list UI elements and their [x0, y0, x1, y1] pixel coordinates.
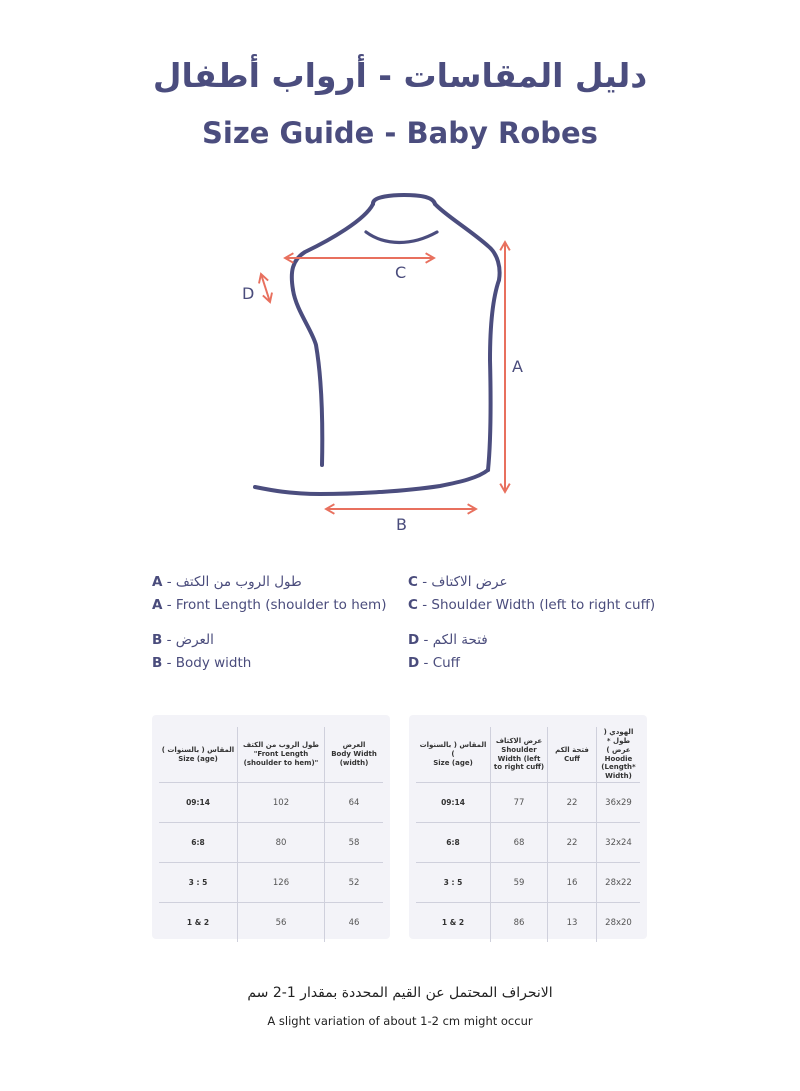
cell-hoodie: 28x20 [597, 903, 641, 943]
cell-front-length: 80 [238, 823, 325, 863]
cell-cuff: 22 [548, 783, 597, 823]
cell-size: 3 : 5 [159, 863, 238, 903]
header-cuff: فتحة الكم Cuff [548, 727, 597, 783]
cell-body-width: 46 [325, 903, 384, 943]
label-d: D [242, 284, 255, 303]
cell-body-width: 58 [325, 823, 384, 863]
footer-note-arabic: الانحراف المحتمل عن القيم المحددة بمقدار 1-2 سم [247, 985, 553, 1001]
cell-size: 6:8 [416, 823, 491, 863]
table-row [416, 903, 640, 943]
table-row [416, 863, 640, 903]
header-body-width: العرض Body Width (width) [325, 727, 384, 783]
header-size: المقاس ( بالسنوات ) Size (age) [161, 745, 235, 763]
label-b: B [396, 515, 407, 534]
legend-c-arabic: C - عرض الاكتاف [408, 574, 508, 590]
footer-note-english: A slight variation of about 1-2 cm might occur [267, 1014, 533, 1028]
cell-shoulder-width: 77 [491, 783, 548, 823]
header-size: المقاس ( بالسنوات ) Size (age) [419, 741, 487, 767]
header-front-length: طول الروب من الكتف "Front Length (shoulder to hem)" [238, 727, 325, 783]
cell-shoulder-width: 68 [491, 823, 548, 863]
cell-size: 1 & 2 [416, 903, 491, 943]
cell-shoulder-width: 86 [491, 903, 548, 943]
cell-hoodie: 32x24 [597, 823, 641, 863]
cell-size: 3 : 5 [416, 863, 491, 903]
legend-a-english: A - Front Length (shoulder to hem) [152, 597, 387, 613]
arrow-d [261, 274, 270, 302]
label-a: A [512, 357, 523, 376]
cell-cuff: 22 [548, 823, 597, 863]
cell-front-length: 56 [238, 903, 325, 943]
cell-size: 1 & 2 [159, 903, 238, 943]
page-title-arabic: دليل المقاسات - أرواب أطفال [152, 56, 648, 95]
header-hoodie: الهودي ( طول * عرض ) Hoodie (Length* Width) [597, 727, 641, 783]
cell-size: 09:14 [159, 783, 238, 823]
legend-b-arabic: B - العرض [152, 632, 214, 648]
cell-front-length: 102 [238, 783, 325, 823]
measurement-arrows [261, 242, 505, 509]
robe-outline [255, 195, 500, 494]
table-row [159, 903, 383, 943]
cell-size: 6:8 [159, 823, 238, 863]
table-row [416, 783, 640, 823]
cell-cuff: 16 [548, 863, 597, 903]
cell-front-length: 126 [238, 863, 325, 903]
size-table-robe [152, 715, 390, 939]
legend-a-arabic: A - طول الروب من الكتف [152, 574, 302, 590]
legend-d-english: D - Cuff [408, 655, 460, 671]
table-row [416, 823, 640, 863]
size-table-shoulder-hoodie [409, 715, 647, 939]
legend-d-arabic: D - فتحة الكم [408, 632, 488, 648]
cell-cuff: 13 [548, 903, 597, 943]
cell-hoodie: 36x29 [597, 783, 641, 823]
table-row [159, 783, 383, 823]
table-header-row [416, 727, 640, 783]
cell-shoulder-width: 59 [491, 863, 548, 903]
page-title-english: Size Guide - Baby Robes [202, 116, 598, 150]
table-row [159, 823, 383, 863]
table-row [159, 863, 383, 903]
header-shoulder-width: عرض الاكتاف Shoulder Width (left to right cuff) [491, 727, 548, 783]
label-c: C [395, 263, 407, 282]
cell-hoodie: 28x22 [597, 863, 641, 903]
cell-body-width: 64 [325, 783, 384, 823]
legend-b-english: B - Body width [152, 655, 252, 671]
cell-body-width: 52 [325, 863, 384, 903]
cell-size: 09:14 [416, 783, 491, 823]
legend-c-english: C - Shoulder Width (left to right cuff) [408, 597, 656, 613]
table-header-row [159, 727, 383, 783]
